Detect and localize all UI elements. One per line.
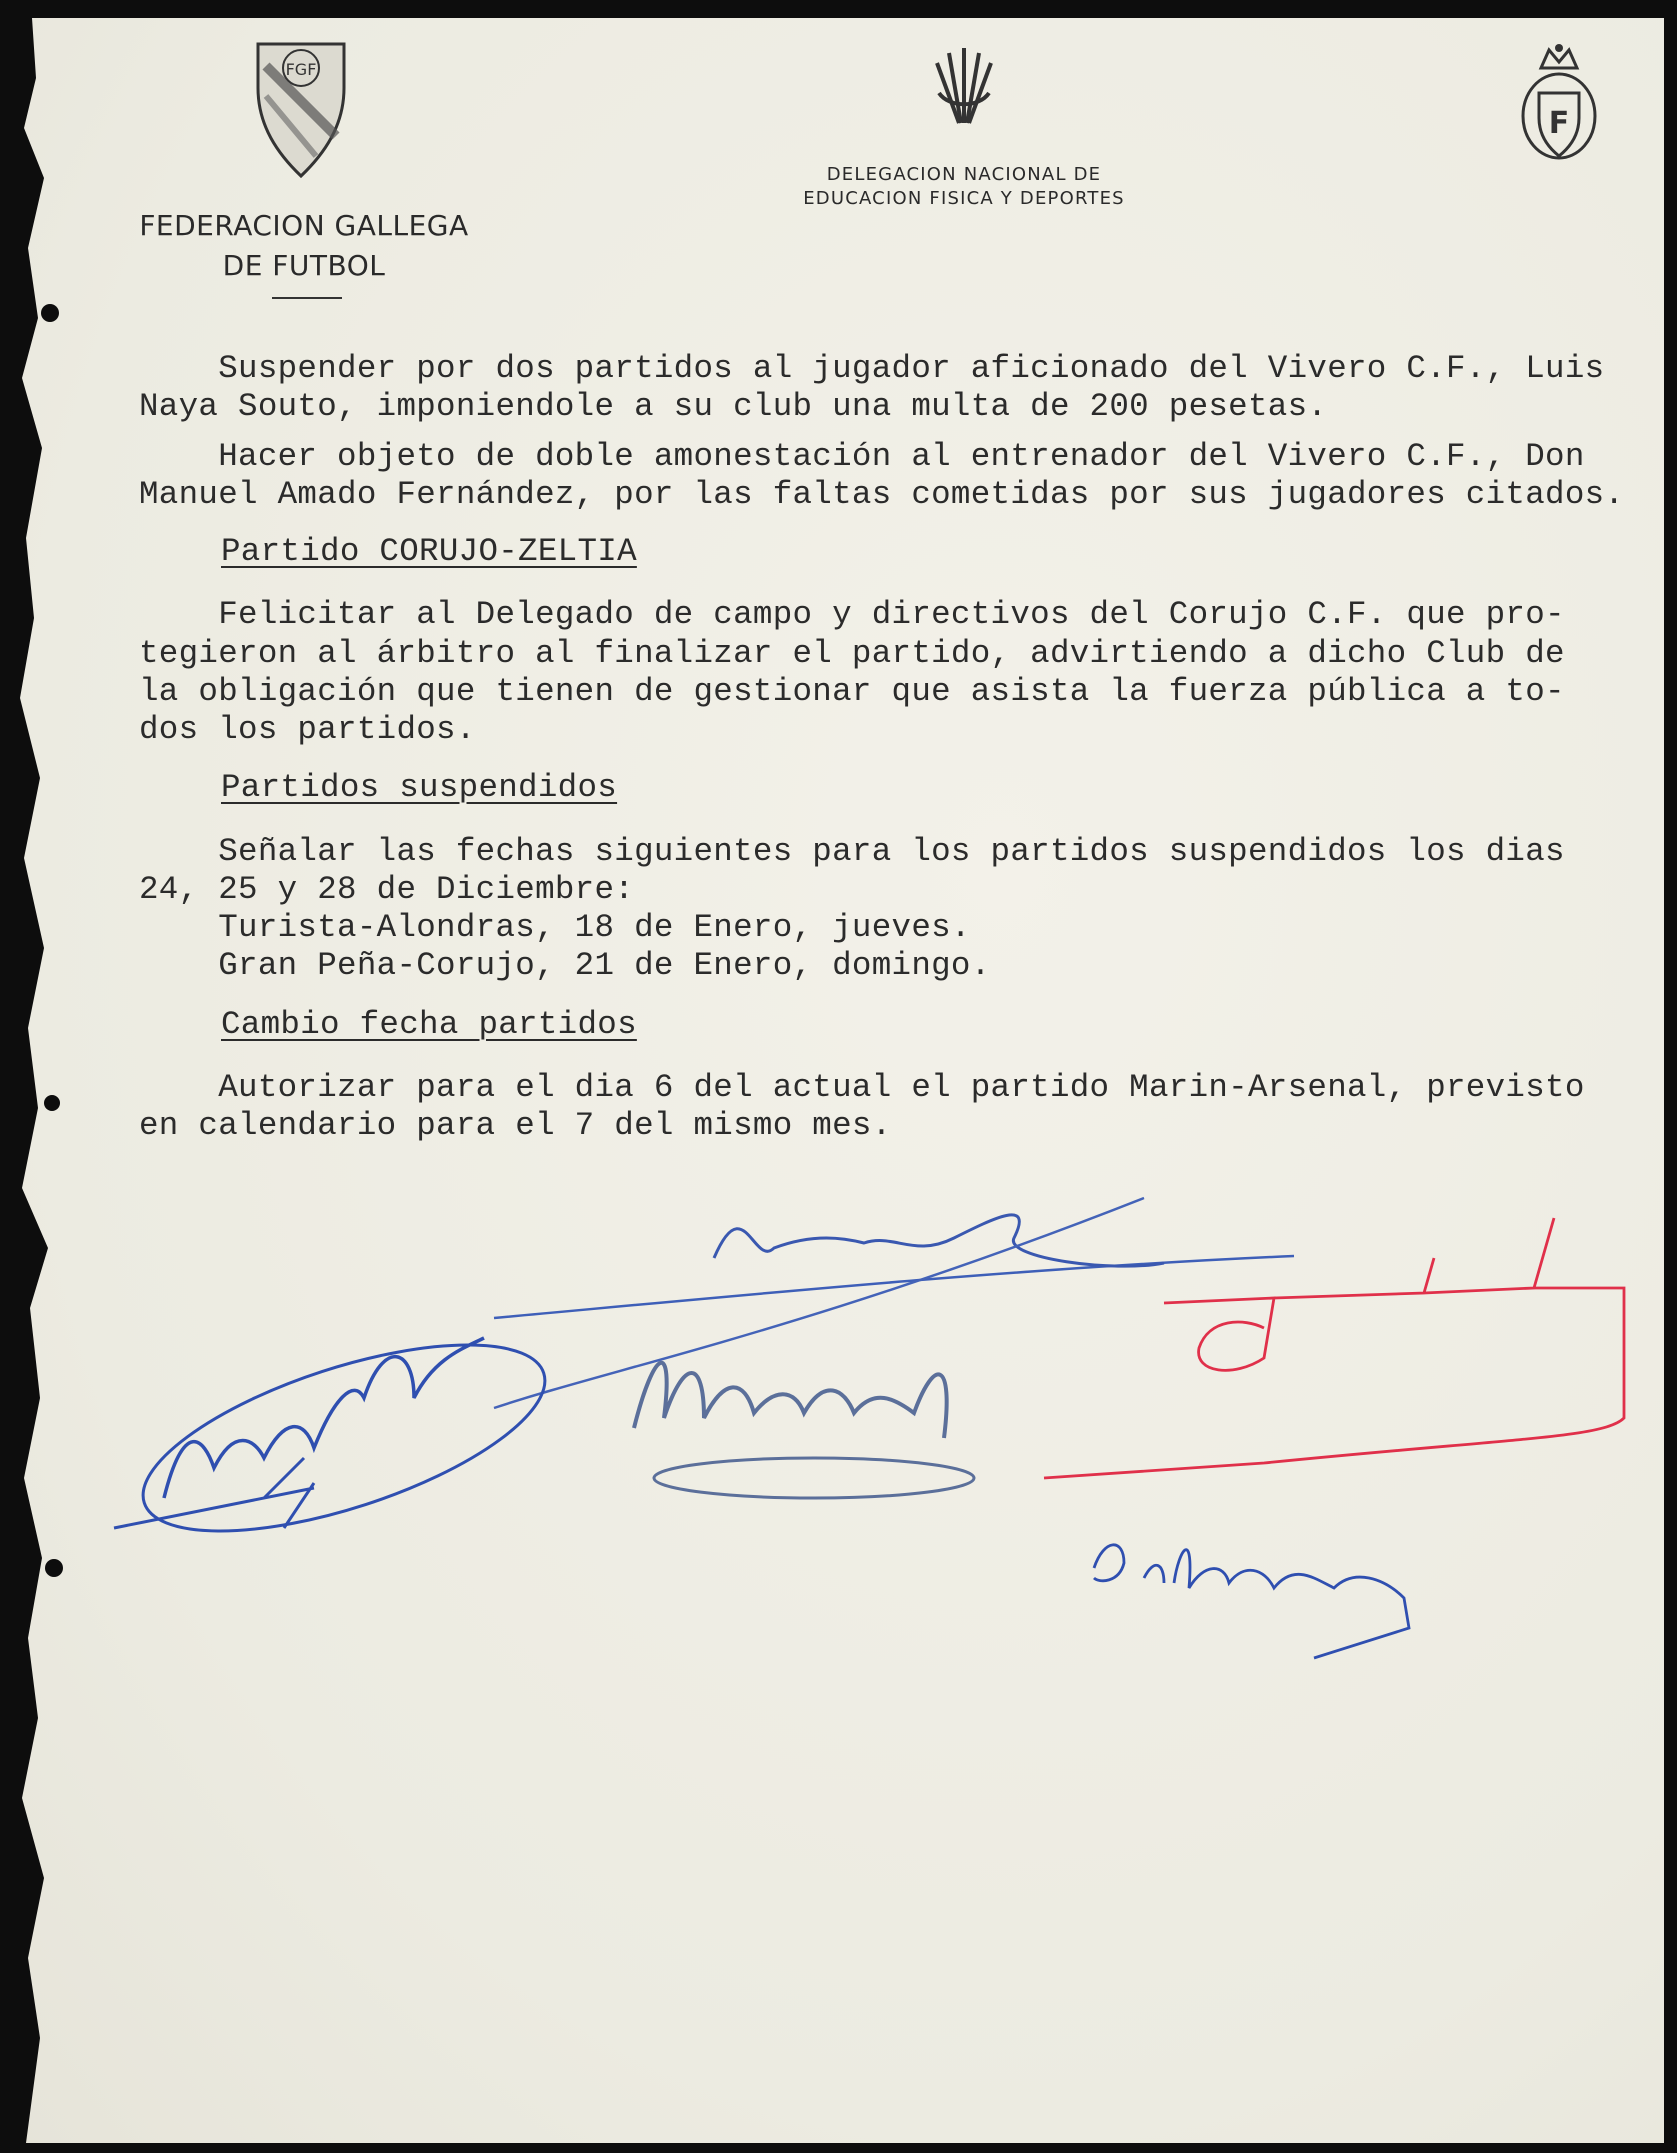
section-heading: Partido CORUJO-ZELTIA xyxy=(221,533,637,570)
svg-text:FGF: FGF xyxy=(285,60,317,79)
paragraph-line: Hacer objeto de doble amonestación al entrenador del Vivero C.F., Don xyxy=(139,438,1585,475)
paragraph-line: Señalar las fechas siguientes para los partidos suspendidos los dias xyxy=(139,833,1565,870)
delegation-line-2: EDUCACION FISICA Y DEPORTES xyxy=(803,188,1125,209)
paragraph-line: 24, 25 y 28 de Diciembre: xyxy=(139,871,635,908)
federation-line-2: DE FUTBOL xyxy=(222,249,386,282)
paragraph-line: dos los partidos. xyxy=(139,711,476,748)
signature-left-oval xyxy=(123,1307,566,1570)
svg-text:F: F xyxy=(1548,106,1570,141)
signature-blue-swoop xyxy=(494,1198,1144,1408)
signature-red xyxy=(1044,1218,1624,1478)
paragraph-line: Suspender por dos partidos al jugador aficionado del Vivero C.F., Luis xyxy=(139,350,1605,387)
paragraph-line: Turista-Alondras, 18 de Enero, jueves. xyxy=(139,909,971,946)
paragraph-line: Autorizar para el dia 6 del actual el partido Marin-Arsenal, previsto xyxy=(139,1069,1585,1106)
signature-grey-flourish xyxy=(654,1458,974,1498)
paragraph-line: la obligación que tienen de gestionar que asista la fuerza pública a to- xyxy=(139,673,1565,710)
delegation-line-1: DELEGACION NACIONAL DE xyxy=(826,164,1102,185)
signature-blue-long xyxy=(494,1256,1294,1318)
paragraph-line: Manuel Amado Fernández, por las faltas cometidas por sus jugadores citados. xyxy=(139,476,1625,513)
section-heading: Partidos suspendidos xyxy=(221,769,618,806)
paragraph-line: Felicitar al Delegado de campo y directivos del Corujo C.F. que pro- xyxy=(139,596,1565,633)
paragraph-line: en calendario para el 7 del mismo mes. xyxy=(139,1107,892,1144)
signature-bottom xyxy=(1094,1545,1409,1658)
signature-grey-center xyxy=(634,1363,947,1438)
paragraph-line: tegieron al árbitro al finalizar el partido, advirtiendo a dicho Club de xyxy=(139,635,1565,672)
signatures-area xyxy=(14,18,1664,2143)
document-page xyxy=(14,18,1664,2143)
paragraph-line: Naya Souto, imponiendole a su club una multa de 200 pesetas. xyxy=(139,388,1328,425)
federation-line-1: FEDERACION GALLEGA xyxy=(139,209,469,242)
signature-left-name xyxy=(164,1338,484,1498)
section-heading: Cambio fecha partidos xyxy=(221,1006,637,1043)
signature-blue-top xyxy=(714,1215,1164,1266)
paragraph-line: Gran Peña-Corujo, 21 de Enero, domingo. xyxy=(139,947,991,984)
